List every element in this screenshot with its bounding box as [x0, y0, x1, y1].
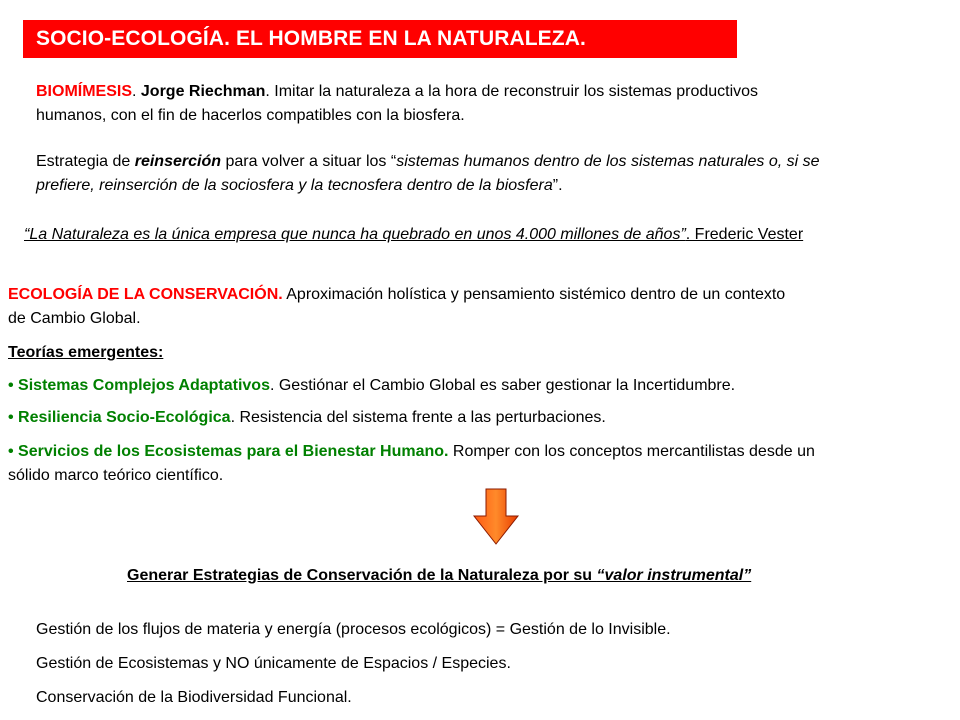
strategy-paragraph: Estrategia de reinserción para volver a situar los “sistemas humanos dentro de los sistemas naturales o, si se prefiere, reinserción de la sociosfera y la tecnosfera dentro de la biosfera”. — [36, 153, 820, 194]
page-title: SOCIO-ECOLOGÍA. EL HOMBRE EN LA NATURALEZA. — [36, 27, 586, 50]
title-banner — [23, 20, 737, 58]
outcome-item: Gestión de Ecosistemas y NO únicamente de Espacios / Especies. — [36, 655, 511, 672]
author-name: Jorge Riechman — [140, 83, 266, 100]
strategy-keyword: reinserción — [134, 153, 221, 170]
conservation-paragraph: ECOLOGÍA DE LA CONSERVACIÓN. Aproximación holística y pensamiento sistémico dentro de un contexto de Cambio Global. — [8, 286, 786, 327]
conservation-heading: ECOLOGÍA DE LA CONSERVACIÓN. — [8, 286, 283, 303]
outcome-item: Gestión de los flujos de materia y energía (procesos ecológicos) = Gestión de lo Invisible. — [36, 621, 671, 638]
conclusion-heading: Generar Estrategias de Conservación de la Naturaleza por su “valor instrumental” — [127, 567, 752, 584]
theories-heading: Teorías emergentes: — [8, 344, 164, 361]
down-arrow-icon — [472, 488, 520, 546]
biomimesis-paragraph: BIOMÍMESIS. Jorge Riechman. Imitar la naturaleza a la hora de reconstruir los sistemas productivos humanos, con el fin de hacerlos compatibles con la biosfera. — [36, 83, 759, 124]
theory-item: • Resiliencia Socio-Ecológica. Resistencia del sistema frente a las perturbaciones. — [8, 409, 606, 426]
outcome-item: Conservación de la Biodiversidad Funcional. — [36, 689, 352, 706]
theory-item: • Sistemas Complejos Adaptativos. Gestiónar el Cambio Global es saber gestionar la Incertidumbre. — [8, 377, 736, 394]
theory-item: • Servicios de los Ecosistemas para el Bienestar Humano. Romper con los conceptos mercantilistas desde un sólido marco teórico científico. — [8, 443, 815, 484]
biomimesis-heading: BIOMÍMESIS — [36, 83, 133, 100]
vester-quote: “La Naturaleza es la única empresa que nunca ha quebrado en unos 4.000 millones de años”. Frederic Vester — [24, 226, 804, 243]
